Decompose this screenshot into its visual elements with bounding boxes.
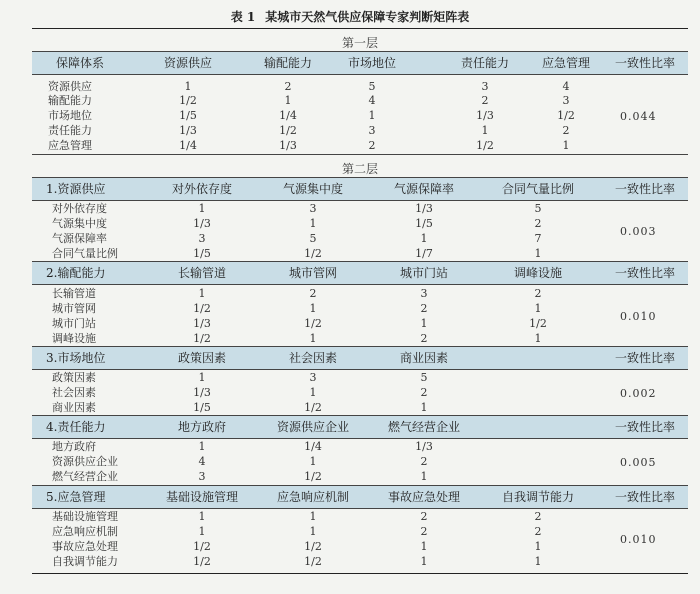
group-header-cell: 城市管网 bbox=[288, 266, 338, 280]
matrix-value: 2 bbox=[420, 332, 428, 345]
table-rule bbox=[32, 74, 688, 75]
group-header-cell: 调峰设施 bbox=[513, 266, 563, 280]
table-rule bbox=[32, 573, 688, 574]
matrix-value: 1 bbox=[534, 555, 542, 568]
matrix-value: 1/2 bbox=[179, 94, 197, 107]
layer2-group-header-band bbox=[32, 416, 688, 438]
matrix-value: 1/4 bbox=[279, 109, 297, 122]
matrix-value: 3 bbox=[562, 94, 570, 107]
matrix-value: 1/2 bbox=[557, 109, 575, 122]
layer1-header-cell: 应急管理 bbox=[541, 56, 591, 70]
row-label: 责任能力 bbox=[48, 124, 92, 137]
row-label: 地方政府 bbox=[52, 440, 96, 453]
matrix-value: 1 bbox=[420, 232, 428, 245]
group-header-cell: 商业因素 bbox=[399, 351, 449, 365]
matrix-value: 1/4 bbox=[304, 440, 322, 453]
matrix-value: 1 bbox=[309, 217, 317, 230]
matrix-value: 1/5 bbox=[179, 109, 197, 122]
matrix-value: 1/2 bbox=[193, 555, 211, 568]
group-title: 5.应急管理 bbox=[46, 490, 106, 504]
table-caption bbox=[0, 8, 700, 25]
matrix-value: 1/2 bbox=[304, 540, 322, 553]
matrix-value: 1/3 bbox=[476, 109, 494, 122]
matrix-value: 1 bbox=[534, 540, 542, 553]
layer2-title: 第二层 bbox=[341, 162, 378, 176]
matrix-value: 7 bbox=[534, 232, 542, 245]
group-title: 2.输配能力 bbox=[46, 266, 106, 280]
row-label: 政策因素 bbox=[52, 371, 96, 384]
matrix-value: 2 bbox=[534, 287, 542, 300]
matrix-value: 1/3 bbox=[179, 124, 197, 137]
matrix-value: 2 bbox=[534, 525, 542, 538]
row-label: 资源供应 bbox=[48, 80, 92, 93]
matrix-value: 2 bbox=[534, 510, 542, 523]
group-header-cell: 基础设施管理 bbox=[165, 490, 239, 504]
layer2-group-header-band bbox=[32, 347, 688, 369]
layer1-header-cell: 一致性比率 bbox=[614, 56, 676, 70]
matrix-value: 1 bbox=[198, 525, 206, 538]
matrix-value: 3 bbox=[368, 124, 376, 137]
group-header-cell: 应急响应机制 bbox=[276, 490, 350, 504]
row-label: 长输管道 bbox=[52, 287, 96, 300]
matrix-value: 2 bbox=[420, 510, 428, 523]
table-rule bbox=[32, 284, 688, 285]
matrix-value: 2 bbox=[420, 302, 428, 315]
group-consistency-ratio: 0.003 bbox=[620, 225, 657, 238]
matrix-value: 4 bbox=[562, 80, 570, 93]
matrix-value: 1/2 bbox=[304, 555, 322, 568]
group-header-cell: 燃气经营企业 bbox=[387, 420, 461, 434]
matrix-value: 2 bbox=[309, 287, 317, 300]
matrix-value: 5 bbox=[309, 232, 317, 245]
table-rule bbox=[32, 200, 688, 201]
row-label: 事故应急处理 bbox=[52, 540, 118, 553]
matrix-value: 1/2 bbox=[193, 540, 211, 553]
matrix-value: 1 bbox=[309, 386, 317, 399]
matrix-value: 1 bbox=[420, 555, 428, 568]
matrix-value: 1/2 bbox=[279, 124, 297, 137]
group-header-cell: 自我调节能力 bbox=[501, 490, 575, 504]
group-header-cell: 一致性比率 bbox=[614, 490, 676, 504]
row-label: 燃气经营企业 bbox=[52, 470, 118, 483]
row-label: 基础设施管理 bbox=[52, 510, 118, 523]
group-consistency-ratio: 0.005 bbox=[620, 456, 657, 469]
matrix-value: 1 bbox=[309, 525, 317, 538]
layer1-header-cell: 保障体系 bbox=[55, 56, 105, 70]
matrix-value: 1 bbox=[534, 302, 542, 315]
matrix-value: 1/3 bbox=[415, 440, 433, 453]
matrix-value: 1/3 bbox=[193, 217, 211, 230]
matrix-value: 1 bbox=[309, 332, 317, 345]
matrix-value: 1/3 bbox=[415, 202, 433, 215]
matrix-value: 2 bbox=[534, 217, 542, 230]
matrix-value: 1 bbox=[420, 317, 428, 330]
matrix-value: 2 bbox=[420, 386, 428, 399]
layer1-header-cell: 输配能力 bbox=[263, 56, 313, 70]
matrix-value: 1/5 bbox=[415, 217, 433, 230]
group-header-cell: 对外依存度 bbox=[171, 182, 233, 196]
group-consistency-ratio: 0.010 bbox=[620, 310, 657, 323]
row-label: 气源集中度 bbox=[52, 217, 107, 230]
matrix-value: 1 bbox=[481, 124, 489, 137]
matrix-value: 1/2 bbox=[193, 332, 211, 345]
matrix-value: 1 bbox=[534, 247, 542, 260]
matrix-value: 1/2 bbox=[304, 470, 322, 483]
table-rule bbox=[32, 369, 688, 370]
row-label: 应急响应机制 bbox=[52, 525, 118, 538]
matrix-value: 1/2 bbox=[529, 317, 547, 330]
matrix-value: 1 bbox=[284, 94, 292, 107]
matrix-value: 1 bbox=[420, 540, 428, 553]
matrix-value: 1 bbox=[198, 371, 206, 384]
matrix-value: 1 bbox=[198, 510, 206, 523]
layer1-header-cell: 责任能力 bbox=[460, 56, 510, 70]
layer1-title: 第一层 bbox=[341, 36, 378, 50]
matrix-value: 3 bbox=[481, 80, 489, 93]
matrix-value: 5 bbox=[534, 202, 542, 215]
group-header-cell: 长输管道 bbox=[177, 266, 227, 280]
group-header-cell: 政策因素 bbox=[177, 351, 227, 365]
matrix-value: 1 bbox=[562, 139, 570, 152]
group-header-cell: 一致性比率 bbox=[614, 266, 676, 280]
matrix-value: 3 bbox=[309, 371, 317, 384]
row-label: 市场地位 bbox=[48, 109, 92, 122]
group-header-cell: 一致性比率 bbox=[614, 420, 676, 434]
row-label: 合同气量比例 bbox=[52, 247, 118, 260]
matrix-value: 1/4 bbox=[179, 139, 197, 152]
group-header-cell: 气源保障率 bbox=[393, 182, 455, 196]
matrix-value: 1 bbox=[198, 287, 206, 300]
row-label: 资源供应企业 bbox=[52, 455, 118, 468]
matrix-value: 1 bbox=[309, 510, 317, 523]
row-label: 城市门站 bbox=[52, 317, 96, 330]
matrix-value: 1/2 bbox=[476, 139, 494, 152]
matrix-value: 1/2 bbox=[304, 247, 322, 260]
matrix-value: 1 bbox=[368, 109, 376, 122]
table-title: 某城市天然气供应保障专家判断矩阵表 bbox=[265, 10, 470, 24]
matrix-value: 2 bbox=[284, 80, 292, 93]
layer1-consistency-ratio: 0.044 bbox=[620, 110, 657, 123]
matrix-value: 3 bbox=[198, 470, 206, 483]
table-rule bbox=[32, 154, 688, 155]
layer1-header-cell: 市场地位 bbox=[347, 56, 397, 70]
row-label: 商业因素 bbox=[52, 401, 96, 414]
matrix-value: 1/5 bbox=[193, 401, 211, 414]
row-label: 社会因素 bbox=[52, 386, 96, 399]
table-number: 表 1 bbox=[230, 10, 256, 24]
matrix-value: 4 bbox=[368, 94, 376, 107]
matrix-value: 1 bbox=[420, 401, 428, 414]
matrix-value: 1/7 bbox=[415, 247, 433, 260]
group-header-cell: 社会因素 bbox=[288, 351, 338, 365]
table-rule bbox=[32, 508, 688, 509]
group-title: 4.责任能力 bbox=[46, 420, 106, 434]
matrix-value: 1/2 bbox=[193, 302, 211, 315]
row-label: 气源保障率 bbox=[52, 232, 107, 245]
row-label: 自我调节能力 bbox=[52, 555, 118, 568]
matrix-value: 2 bbox=[562, 124, 570, 137]
group-title: 3.市场地位 bbox=[46, 351, 106, 365]
group-consistency-ratio: 0.010 bbox=[620, 533, 657, 546]
matrix-value: 1/2 bbox=[304, 401, 322, 414]
matrix-value: 1/3 bbox=[193, 386, 211, 399]
matrix-value: 1 bbox=[198, 440, 206, 453]
layer1-header-cell: 资源供应 bbox=[163, 56, 213, 70]
matrix-value: 3 bbox=[198, 232, 206, 245]
matrix-value: 5 bbox=[368, 80, 376, 93]
matrix-value: 5 bbox=[420, 371, 428, 384]
table-rule bbox=[32, 28, 688, 29]
matrix-value: 3 bbox=[420, 287, 428, 300]
layer2-group-header-band bbox=[32, 262, 688, 284]
matrix-value: 1 bbox=[534, 332, 542, 345]
group-header-cell: 气源集中度 bbox=[282, 182, 344, 196]
matrix-value: 1/3 bbox=[279, 139, 297, 152]
group-header-cell: 合同气量比例 bbox=[501, 182, 575, 196]
matrix-value: 4 bbox=[198, 455, 206, 468]
matrix-value: 1/2 bbox=[304, 317, 322, 330]
row-label: 调峰设施 bbox=[52, 332, 96, 345]
matrix-value: 1/5 bbox=[193, 247, 211, 260]
matrix-value: 2 bbox=[420, 455, 428, 468]
matrix-value: 1/3 bbox=[193, 317, 211, 330]
group-title: 1.资源供应 bbox=[46, 182, 106, 196]
table-rule bbox=[32, 438, 688, 439]
matrix-value: 2 bbox=[481, 94, 489, 107]
matrix-value: 1 bbox=[184, 80, 192, 93]
matrix-value: 2 bbox=[420, 525, 428, 538]
row-label: 应急管理 bbox=[48, 139, 92, 152]
matrix-value: 1 bbox=[309, 455, 317, 468]
matrix-value: 3 bbox=[309, 202, 317, 215]
matrix-value: 1 bbox=[198, 202, 206, 215]
row-label: 对外依存度 bbox=[52, 202, 107, 215]
group-consistency-ratio: 0.002 bbox=[620, 387, 657, 400]
group-header-cell: 资源供应企业 bbox=[276, 420, 350, 434]
group-header-cell: 一致性比率 bbox=[614, 351, 676, 365]
matrix-value: 1 bbox=[420, 470, 428, 483]
group-header-cell: 事故应急处理 bbox=[387, 490, 461, 504]
matrix-value: 1 bbox=[309, 302, 317, 315]
layer2-group-header-band bbox=[32, 178, 688, 200]
group-header-cell: 城市门站 bbox=[399, 266, 449, 280]
group-header-cell: 地方政府 bbox=[177, 420, 227, 434]
layer2-group-header-band bbox=[32, 486, 688, 508]
matrix-value: 2 bbox=[368, 139, 376, 152]
row-label: 输配能力 bbox=[48, 94, 92, 107]
group-header-cell: 一致性比率 bbox=[614, 182, 676, 196]
row-label: 城市管网 bbox=[52, 302, 96, 315]
